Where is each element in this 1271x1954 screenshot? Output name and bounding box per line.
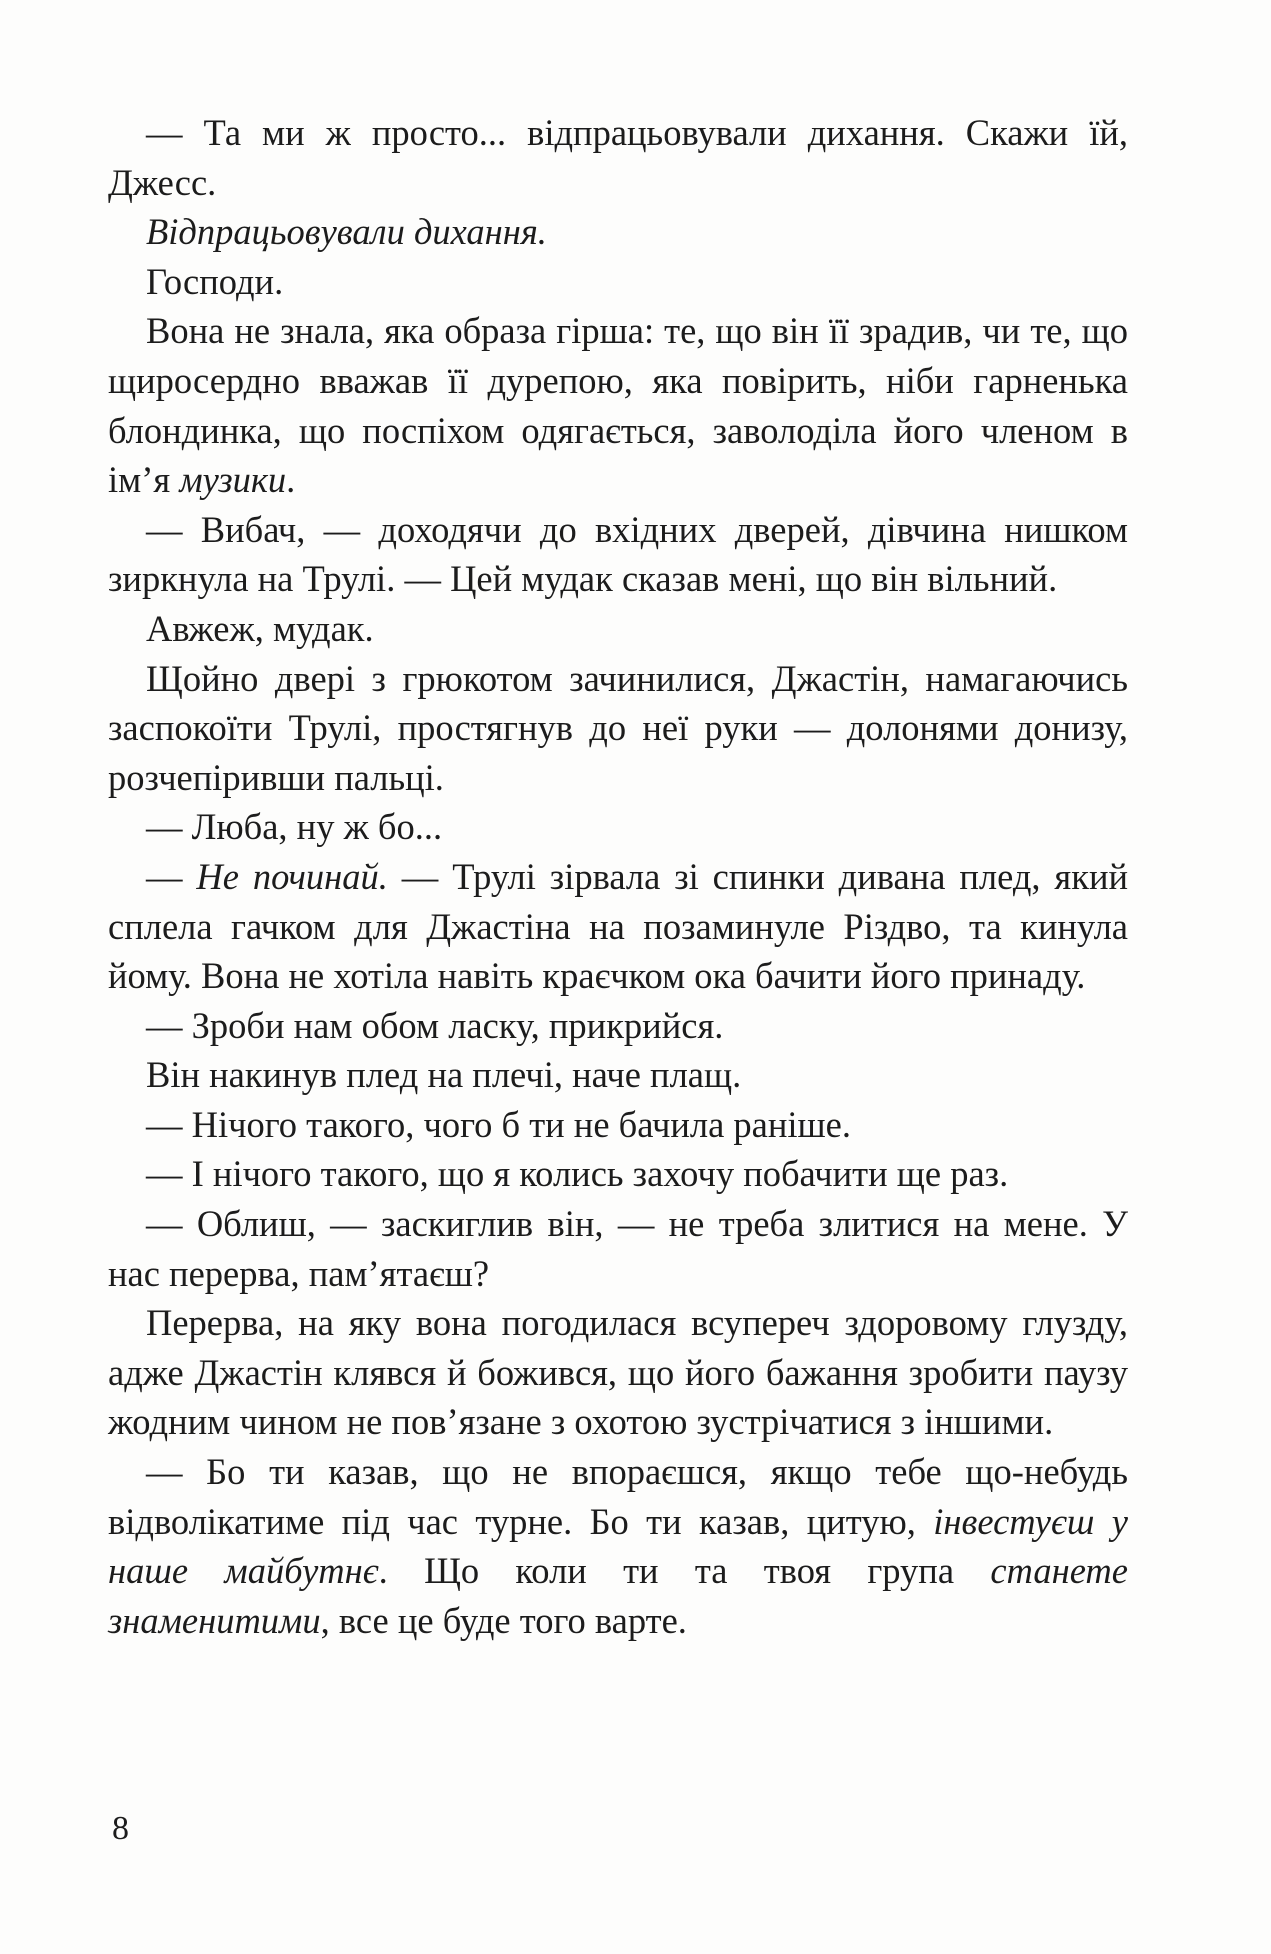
paragraph — [108, 852, 1128, 1001]
text-run: — Трулі зірвала зі спинки дивана плед, який сплела гачком для Джастіна на позаминуле Різдво, та кинула йому. Вона не хотіла навіть краєчком ока бачити його принаду. — [108, 855, 1129, 997]
paragraph — [108, 306, 1128, 504]
text-run: — Бо ти казав, що не впораєшся, якщо тебе що-небудь відволікатиме під час турне. Бо ти казав, цитую, — [108, 1451, 1128, 1542]
italic-text: Не починай. — [196, 855, 388, 897]
text-run: Перерва, на яку вона погодилася всупереч здоровому глузду, адже Джастін клявся й божився, що його бажання зробити паузу жодним чином не пов’язане з охотою зустрічатися з іншими. — [108, 1302, 1128, 1443]
text-run: . — [286, 459, 296, 501]
paragraph — [108, 802, 1128, 852]
paragraph — [108, 1447, 1128, 1645]
paragraph — [108, 257, 1128, 307]
text-run: Щойно двері з грюкотом зачинилися, Джастін, намагаючись заспокоїти Трулі, простягнув до неї руки — долонями донизу, розчепіривши пальці. — [108, 657, 1128, 798]
paragraph — [108, 1149, 1128, 1199]
paragraph — [108, 1001, 1128, 1051]
body-text — [108, 108, 1128, 1645]
paragraph — [108, 604, 1128, 654]
text-run: — Вибач, — доходячи до вхідних дверей, дівчина нишком зиркнула на Трулі. — Цей мудак сказав мені, що він вільний. — [108, 508, 1128, 600]
paragraph — [108, 207, 1128, 257]
paragraph — [108, 1199, 1128, 1298]
text-run: . Що коли ти та твоя група — [378, 1550, 991, 1592]
paragraph — [108, 108, 1128, 207]
italic-text: станете знаменитими — [108, 1550, 1128, 1641]
text-run: Вона не знала, яка образа гірша: те, що він її зрадив, чи те, що щиросердно вважав її дурепою, яка повірить, ніби гарненька блондинка, що поспіхом одягається, заволоділа його членом в ім’я — [108, 310, 1128, 501]
text-run: — Люба, ну ж бо... — [146, 806, 443, 848]
text-run: — — [146, 855, 197, 897]
paragraph — [108, 1100, 1128, 1150]
text-run: — Нічого такого, чого б ти не бачила раніше. — [146, 1103, 851, 1145]
text-run: — Облиш, — заскиглив він, — не треба злитися на мене. У нас перерва, пам’ятаєш? — [108, 1203, 1128, 1294]
paragraph — [108, 1298, 1128, 1447]
text-run: Він накинув плед на плечі, наче плащ. — [146, 1054, 742, 1096]
italic-text: музики — [179, 459, 287, 501]
paragraph — [108, 1050, 1128, 1100]
text-run: — Зроби нам обом ласку, прикрийся. — [146, 1004, 724, 1046]
italic-text: інвестуєш у наше майбутнє — [108, 1500, 1128, 1592]
text-run: — І нічого такого, що я колись захочу побачити ще раз. — [146, 1153, 1009, 1195]
text-run: , все це буде того варте. — [320, 1599, 687, 1641]
italic-text: Відпрацьовували дихання. — [146, 211, 547, 253]
text-run: Господи. — [146, 260, 284, 302]
page-number: 8 — [112, 1810, 129, 1847]
paragraph — [108, 505, 1128, 604]
text-run: — Та ми ж просто... відпрацьовували дихання. Скажи їй, Джесс. — [108, 112, 1128, 203]
text-run: Авжеж, мудак. — [146, 607, 374, 649]
paragraph — [108, 654, 1128, 803]
